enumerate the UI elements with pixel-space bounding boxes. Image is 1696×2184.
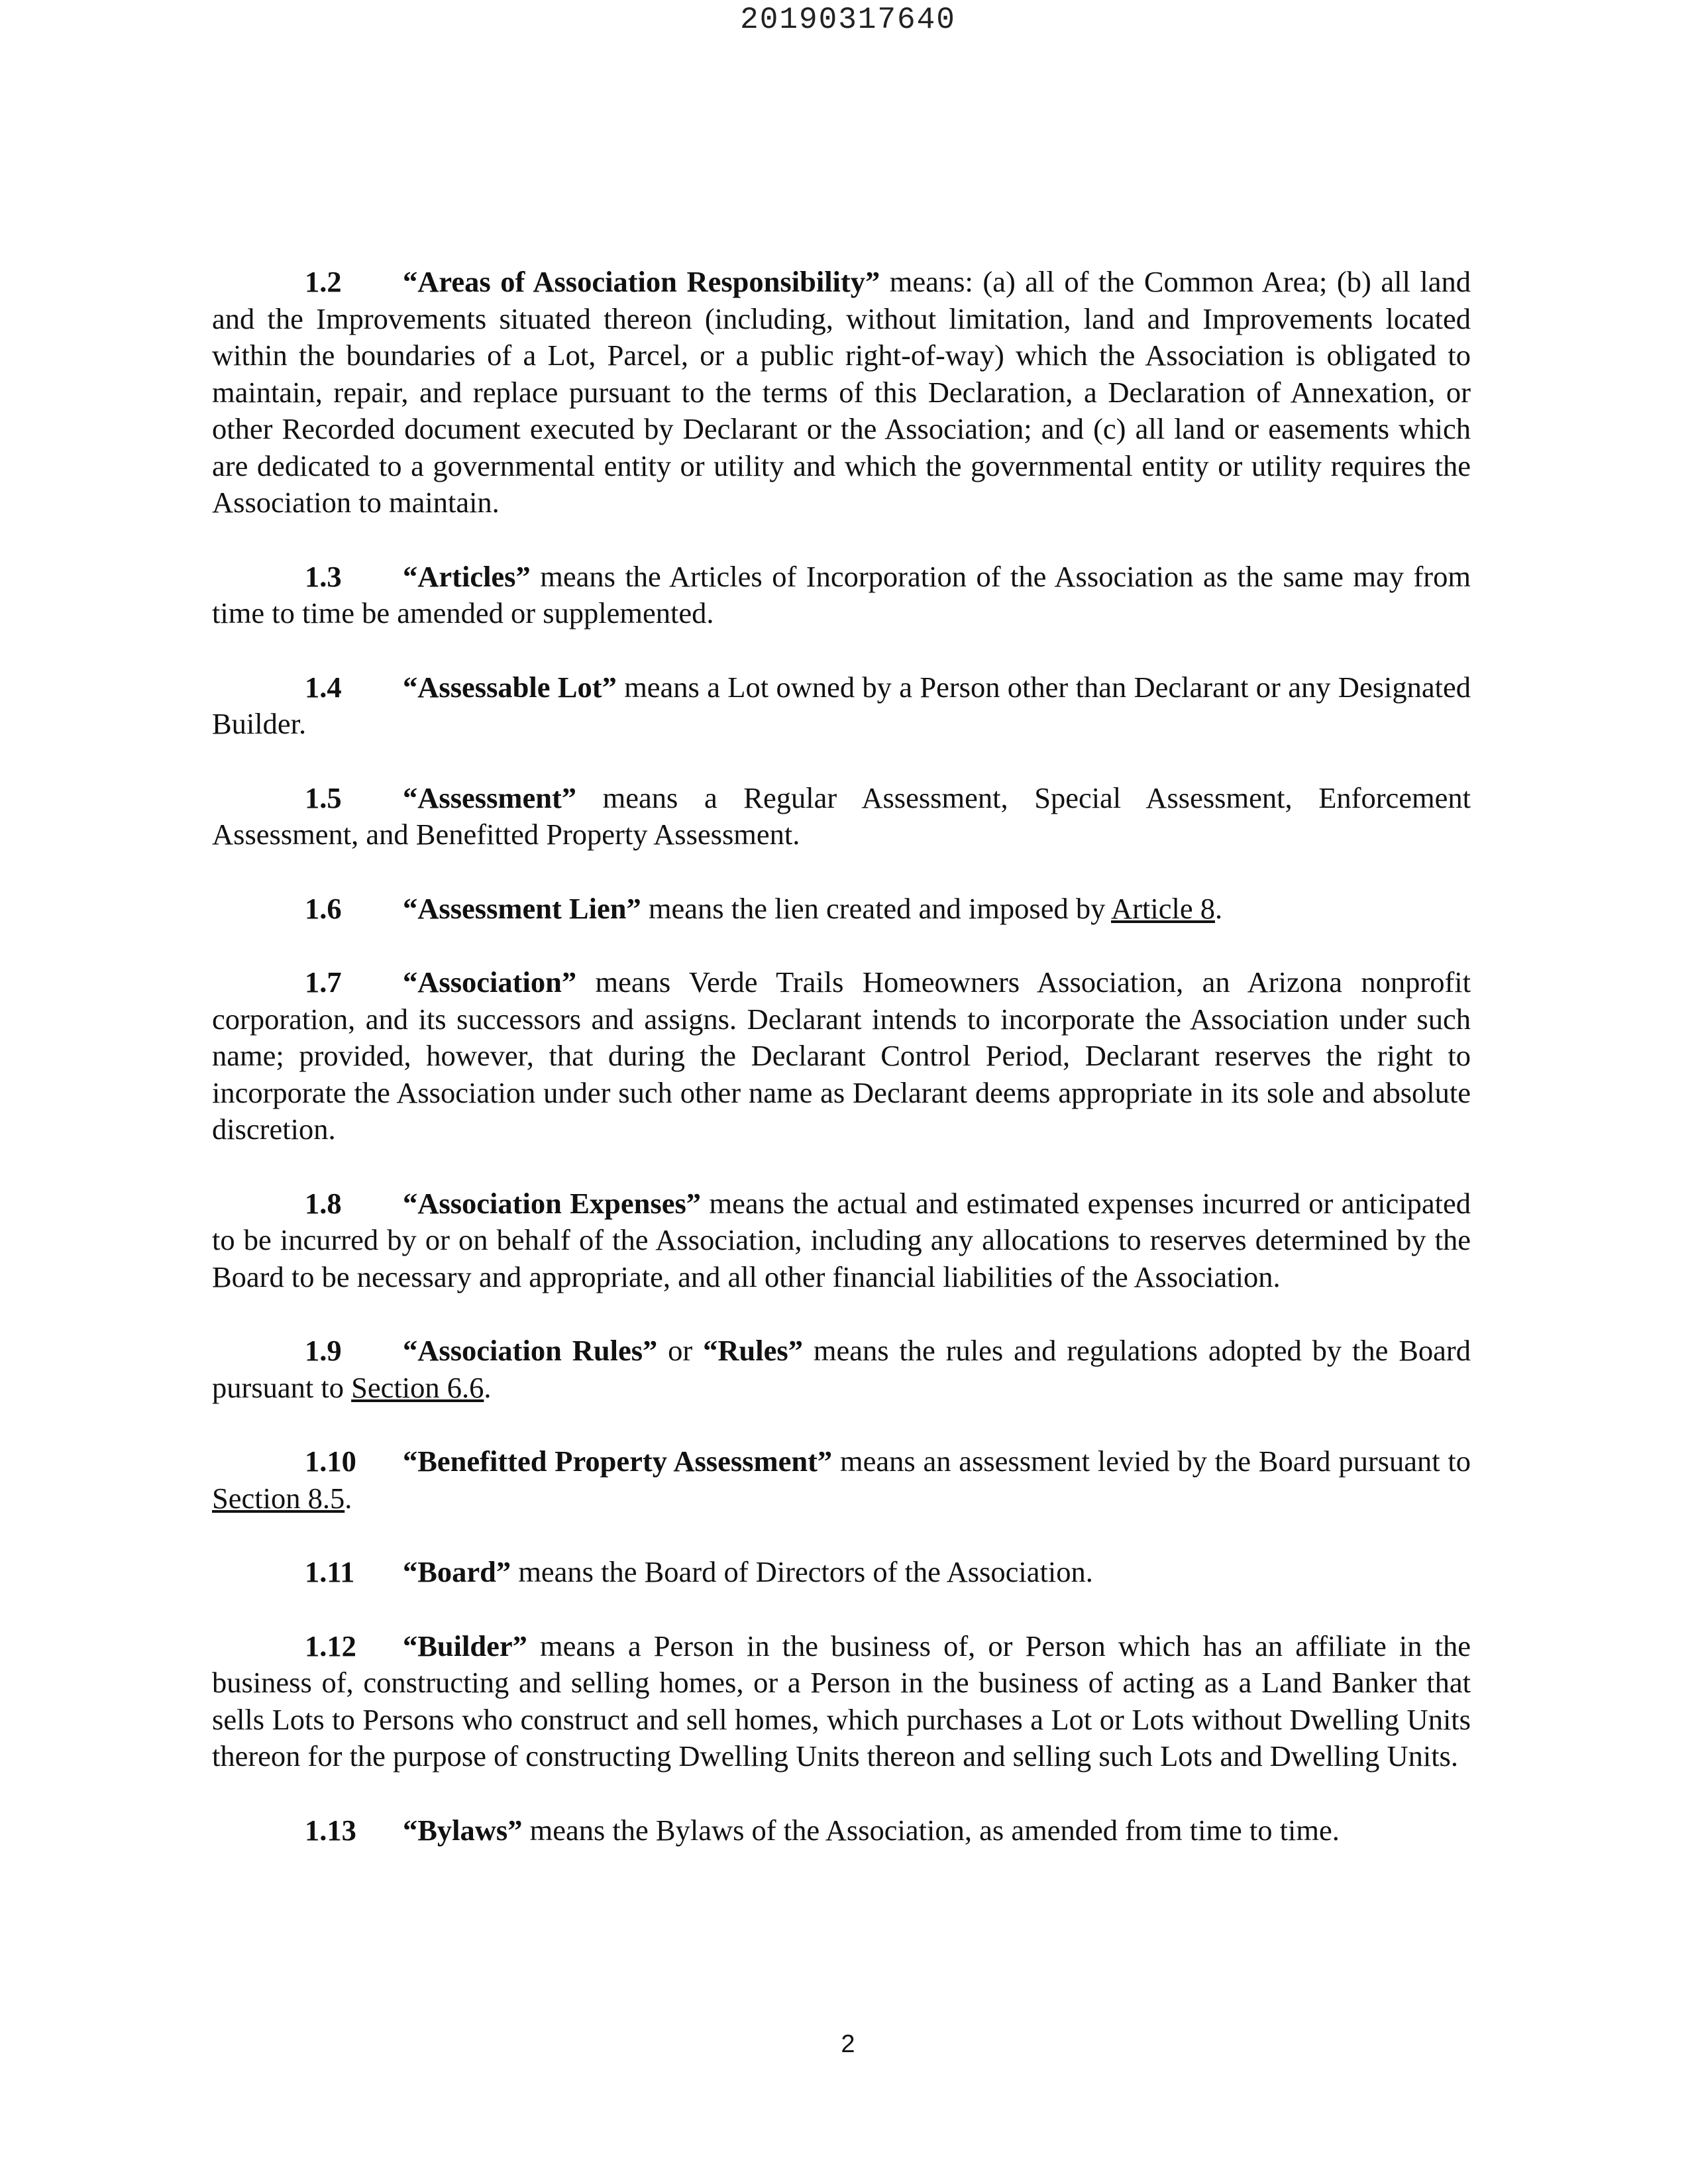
section-1-5: [212, 780, 1471, 853]
section-1-13: [212, 1812, 1471, 1849]
definition-text: means the lien created and imposed by: [641, 891, 1112, 925]
document-number: 20190317640: [740, 3, 956, 37]
section-1-2: [212, 264, 1471, 521]
page-number: 2: [841, 2030, 855, 2058]
defined-term-alias: “Rules”: [703, 1334, 803, 1367]
section-6-6-reference[interactable]: Section 6.6: [351, 1370, 484, 1404]
section-1-11: [212, 1554, 1471, 1591]
section-number: 1.7: [305, 965, 342, 999]
definition-end: .: [484, 1370, 492, 1404]
defined-term: “Assessment”: [403, 781, 577, 814]
section-1-7: [212, 964, 1471, 1148]
section-1-8: [212, 1185, 1471, 1296]
defined-term: “Association Rules”: [403, 1334, 658, 1367]
section-number: 1.11: [305, 1555, 355, 1588]
defined-term: “Bylaws”: [403, 1813, 523, 1847]
definition-text: means a Lot owned by a Person other than Declarant or any Designated Builder.: [212, 670, 1471, 740]
section-1-9: [212, 1333, 1471, 1406]
section-1-12: [212, 1628, 1471, 1775]
definition-text: means the Board of Directors of the Association.: [511, 1555, 1093, 1588]
definition-text: means a Regular Assessment, Special Assessment, Enforcement Assessment, and Benefitted Property Assessment.: [212, 781, 1471, 851]
definition-text: means: (a) all of the Common Area; (b) all land and the Improvements situated thereon (including, without limitation, land and Improvements located within the boundaries of a Lot, Parcel, or a public right-of-way) which the Association is obligated to maintain, repair, and replace pursuant to the terms of this Declaration, a Declaration of Annexation, or other Recorded document executed by Declarant or the Association; and (c) all land or easements which are dedicated to a governmental entity or utility and which the governmental entity or utility requires the Association to maintain.: [212, 265, 1471, 519]
definition-text: means an assessment levied by the Board pursuant to: [832, 1445, 1471, 1478]
defined-term: “Association Expenses”: [403, 1186, 702, 1220]
section-number: 1.8: [305, 1186, 342, 1220]
section-number: 1.6: [305, 891, 342, 925]
section-number: 1.10: [305, 1445, 356, 1478]
definition-end: .: [1214, 891, 1223, 925]
defined-term: “Assessable Lot”: [403, 670, 617, 704]
defined-term: “Benefitted Property Assessment”: [403, 1445, 833, 1478]
defined-term: “Association”: [403, 965, 577, 999]
section-1-3: [212, 559, 1471, 632]
definition-text: means a Person in the business of, or Person which has an affiliate in the business of, constructing and selling homes, or a Person in the business of acting as a Land Banker that sells Lots to Persons who construct and sell homes, which purchases a Lot or Lots without Dwelling Units thereon for the purpose of constructing Dwelling Units thereon and selling such Lots and Dwelling Units.: [212, 1629, 1471, 1773]
definition-text: means the Articles of Incorporation of the Association as the same may from time to time be amended or supplemented.: [212, 559, 1471, 629]
definition-end: .: [344, 1481, 352, 1515]
section-1-10: [212, 1443, 1471, 1517]
section-number: 1.3: [305, 559, 342, 593]
article-8-reference[interactable]: Article 8: [1111, 891, 1215, 925]
defined-term: “Areas of Association Responsibility”: [403, 265, 880, 298]
section-number: 1.2: [305, 265, 342, 298]
definition-text: means the Bylaws of the Association, as amended from time to time.: [522, 1813, 1340, 1847]
definition-text: or: [657, 1334, 704, 1367]
definition-text-continued: means the rules and regulations adopted by the Board pursuant to: [212, 1334, 1471, 1404]
document-body: [212, 264, 1471, 1886]
defined-term: “Builder”: [403, 1629, 527, 1663]
section-8-5-reference[interactable]: Section 8.5: [212, 1481, 345, 1515]
defined-term: “Assessment Lien”: [403, 891, 641, 925]
section-1-6: [212, 891, 1471, 928]
section-number: 1.4: [305, 670, 342, 704]
defined-term: “Board”: [403, 1555, 511, 1588]
definition-text: means the actual and estimated expenses incurred or anticipated to be incurred by or on behalf of the Association, including any allocations to reserves determined by the Board to be necessary and appropriate, and all other financial liabilities of the Association.: [212, 1186, 1471, 1293]
section-number: 1.13: [305, 1813, 356, 1847]
section-number: 1.5: [305, 781, 342, 814]
section-number: 1.9: [305, 1334, 342, 1367]
defined-term: “Articles”: [403, 559, 531, 593]
definition-text: means Verde Trails Homeowners Association, an Arizona nonprofit corporation, and its successors and assigns. Declarant intends to incorporate the Association under such name; provided, however, that during the Declarant Control Period, Declarant reserves the right to incorporate the Association under such other name as Declarant deems appropriate in its sole and absolute discretion.: [212, 965, 1471, 1146]
section-1-4: [212, 669, 1471, 743]
section-number: 1.12: [305, 1629, 356, 1663]
